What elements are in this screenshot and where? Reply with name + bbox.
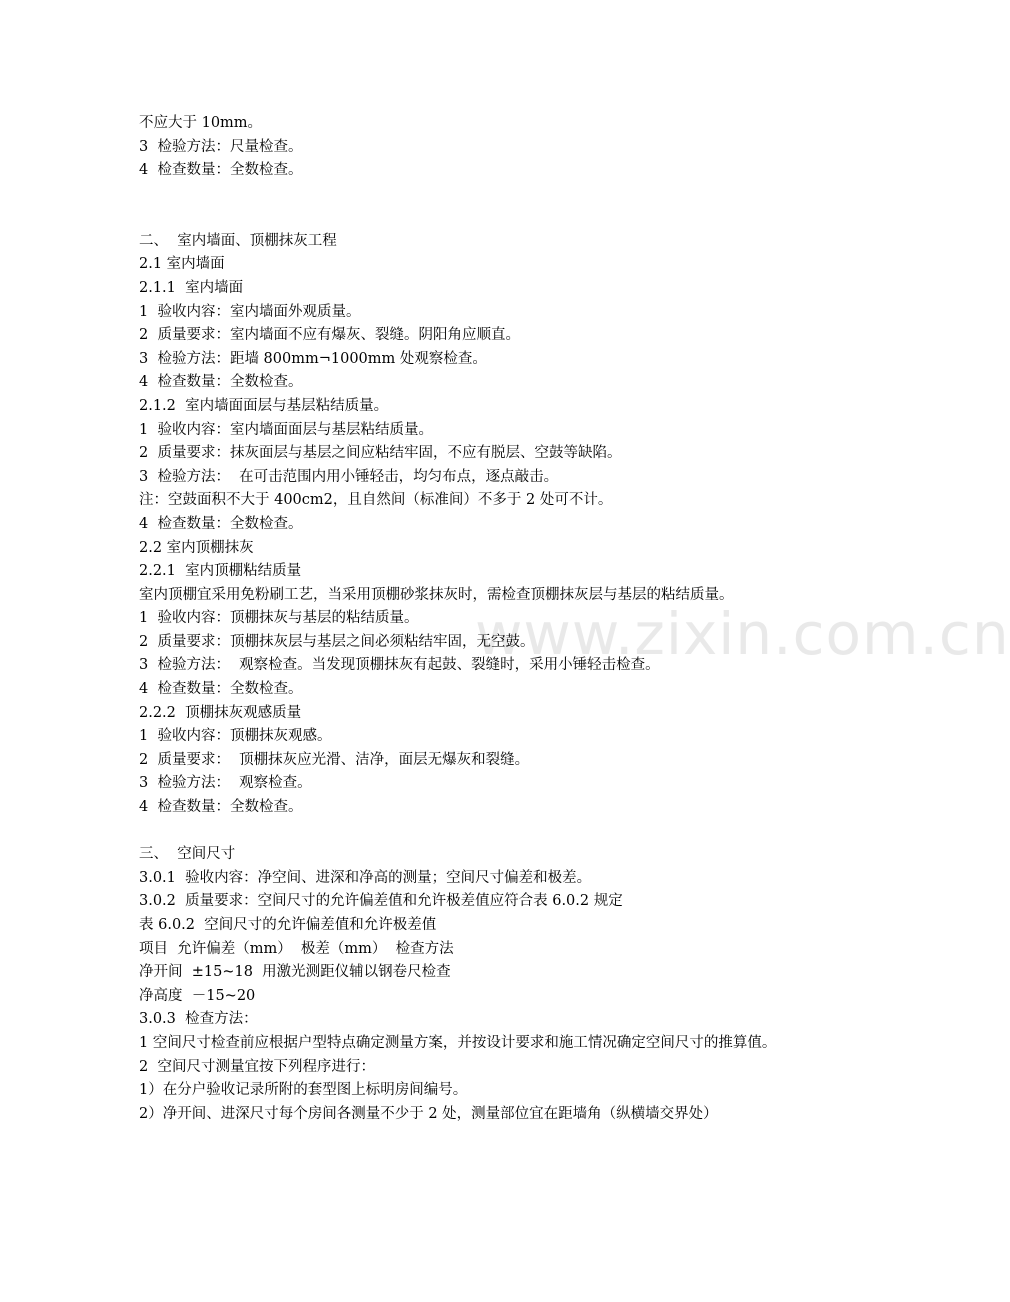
text-line: 3 检验方法： 观察检查。当发现顶棚抹灰有起鼓、裂缝时，采用小锤轻击检查。 [139,657,660,674]
subsection-heading: 3.0.3 检查方法： [139,1011,258,1028]
text-line: 2 空间尺寸测量宜按下列程序进行： [139,1058,375,1075]
block-1 [139,112,799,183]
text-line: 2 质量要求： 顶棚抹灰应光滑、洁净，面层无爆灰和裂缝。 [139,751,530,768]
text-line: 4 检查数量：全数检查。 [139,162,303,179]
text-line: 不应大于 10mm。 [139,115,263,131]
table-title: 表 6.0.2 空间尺寸的允许偏差值和允许极差值 [139,917,437,933]
text-line: 3.0.1 验收内容：净空间、进深和净高的测量；空间尺寸偏差和极差。 [139,869,592,886]
text-line: 2 质量要求：抹灰面层与基层之间应粘结牢固，不应有脱层、空鼓等缺陷。 [139,445,622,462]
text-line: 1 验收内容：顶棚抹灰与基层的粘结质量。 [139,610,419,627]
note-line: 注：空鼓面积不大于 400cm2，且自然间（标准间）不多于 2 处可不计。 [139,492,613,509]
watermark: www.zixin.com.cn [475,600,1010,668]
text-line: 4 检查数量：全数检查。 [139,799,303,816]
table-header-row: 项目 允许偏差（mm） 极差（mm） 检查方法 [139,940,454,957]
section-heading: 二、 室内墙面、顶棚抹灰工程 [139,232,337,249]
text-line: 2 质量要求：室内墙面不应有爆灰、裂缝。阴阳角应顺直。 [139,327,520,344]
text-line: 3 检验方法： 观察检查。 [139,775,312,792]
table-row: 净高度 －15~20 [139,987,256,1004]
section-2-plastering [139,230,799,820]
subsection-heading: 2.1.1 室内墙面 [139,279,244,296]
text-line: 室内顶棚宜采用免粉刷工艺，当采用顶棚砂浆抹灰时，需检查顶棚抹灰层与基层的粘结质量。 [139,586,734,603]
text-line: 1 验收内容：顶棚抹灰观感。 [139,728,332,745]
text-line: 3 检验方法： 在可击范围内用小锤轻击，均匀布点，逐点敲击。 [139,468,559,485]
text-line: 1 验收内容：室内墙面面层与基层粘结质量。 [139,421,433,438]
text-line: 3 检验方法：尺量检查。 [139,138,303,155]
subsection-heading: 2.2 室内顶棚抹灰 [139,539,254,556]
text-line: 3.0.2 质量要求：空间尺寸的允许偏差值和允许极差值应符合表 6.0.2 规定 [139,893,623,910]
text-line: 1 验收内容：室内墙面外观质量。 [139,303,361,320]
text-line: 3 检验方法：距墙 800mm¬1000mm 处观察检查。 [139,350,487,367]
text-line: 4 检查数量：全数检查。 [139,515,303,532]
document-page [139,112,799,1126]
subsection-heading: 2.2.1 室内顶棚粘结质量 [139,563,302,580]
subsection-heading: 2.1 室内墙面 [139,256,225,273]
text-line: 2 质量要求：顶棚抹灰层与基层之间必须粘结牢固，无空鼓。 [139,633,535,650]
wrapped-paragraph: 1 空间尺寸检查前应根据户型特点确定测量方案，并按设计要求和施工情况确定空间尺寸的推算值。 [139,1034,777,1051]
section-3-space-dimensions [139,843,799,1126]
table-row: 净开间 ±15~18 用激光测距仪辅以钢卷尺检查 [139,964,451,981]
text-line: 4 检查数量：全数检查。 [139,374,303,391]
subsection-heading: 2.1.2 室内墙面面层与基层粘结质量。 [139,397,389,414]
text-line: 2）净开间、进深尺寸每个房间各测量不少于 2 处，测量部位宜在距墙角（纵横墙交界处） [139,1105,718,1122]
text-line: 1）在分户验收记录所附的套型图上标明房间编号。 [139,1082,468,1099]
section-heading: 三、 空间尺寸 [139,846,236,863]
subsection-heading: 2.2.2 顶棚抹灰观感质量 [139,704,302,721]
text-line: 4 检查数量：全数检查。 [139,681,303,698]
